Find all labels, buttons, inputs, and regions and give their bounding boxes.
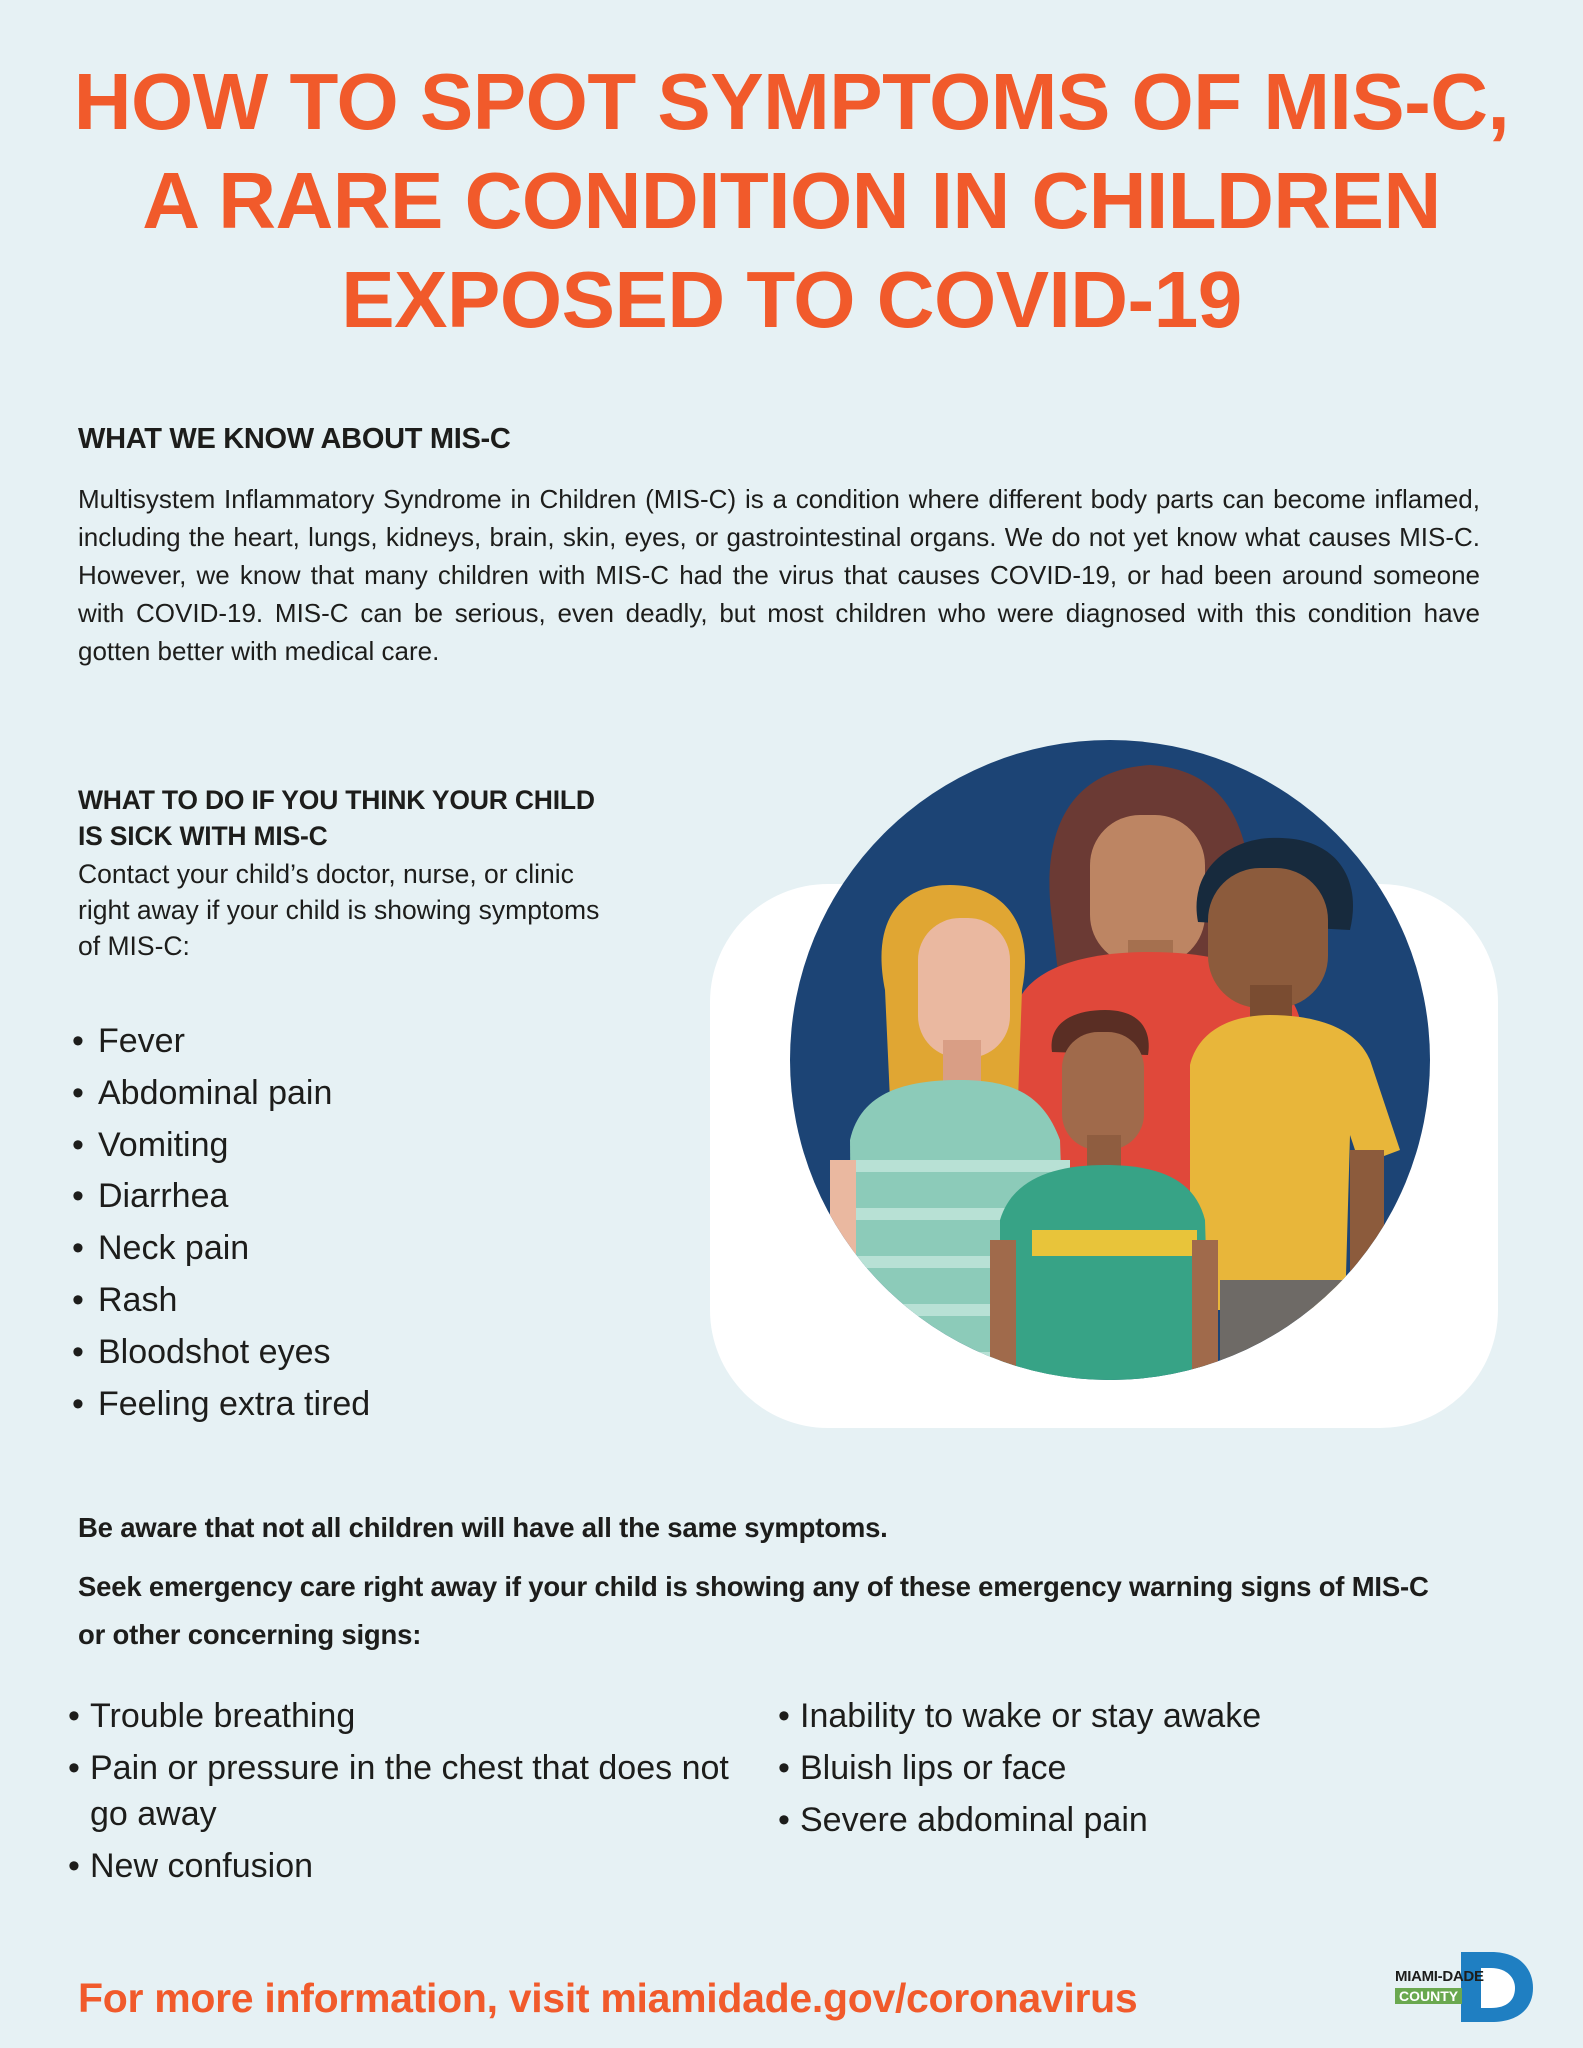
family-illustration <box>790 740 1430 1380</box>
list-item <box>68 1843 748 1889</box>
logo-text-line-1: MIAMI-DADE <box>1395 1968 1484 1985</box>
footer-info-link[interactable]: For more information, visit miamidade.gov/coronavirus <box>78 1975 1138 2021</box>
symptom-list <box>72 1015 370 1429</box>
warning-list-left <box>68 1693 748 1895</box>
title-line-1: HOW TO SPOT SYMPTOMS OF MIS-C, <box>73 57 1510 146</box>
section-heading-what-we-know: WHAT WE KNOW ABOUT MIS-C <box>78 423 511 455</box>
symptom-label: Diarrhea <box>98 1177 229 1216</box>
bullet: • <box>72 1022 84 1060</box>
section-heading-what-to-do: WHAT TO DO IF YOU THINK YOUR CHILD IS SICK WITH MIS-C <box>78 785 595 851</box>
list-item <box>72 1274 370 1326</box>
logo-text-line-2: COUNTY <box>1395 1988 1462 2004</box>
symptom-label: Feeling extra tired <box>98 1384 371 1423</box>
miami-dade-logo <box>1395 1948 1535 2024</box>
warning-label: New confusion <box>90 1847 314 1885</box>
bullet: • <box>72 1073 84 1112</box>
bullet: • <box>778 1749 790 1787</box>
section-body-what-to-do: Contact your child’s doctor, nurse, or clinic right away if your child is showing symptoms of MIS-C: <box>78 859 600 961</box>
bullet: • <box>68 1697 80 1735</box>
warning-list-right <box>778 1693 1478 1849</box>
bullet: • <box>72 1229 84 1268</box>
list-item <box>72 1326 370 1378</box>
symptom-label: Fever <box>98 1022 185 1060</box>
bullet: • <box>72 1125 84 1164</box>
page-title <box>0 52 1583 349</box>
bullet: • <box>72 1177 84 1216</box>
symptom-label: Abdominal pain <box>98 1073 333 1112</box>
symptom-label: Vomiting <box>98 1125 229 1164</box>
list-item <box>72 1170 370 1222</box>
bullet: • <box>72 1332 84 1371</box>
logo-d-shape <box>1395 1948 1535 2024</box>
list-item <box>72 1015 370 1067</box>
bullet: • <box>778 1697 790 1735</box>
list-item <box>778 1797 1478 1843</box>
seek-emergency-note: Seek emergency care right away if your child is showing any of these emergency warning signs of MIS-C or other concerning signs: <box>78 1571 1429 1650</box>
symptom-label: Neck pain <box>98 1229 250 1268</box>
bullet: • <box>72 1384 84 1423</box>
bullet: • <box>778 1801 790 1839</box>
section-body-what-we-know: Multisystem Inflammatory Syndrome in Children (MIS-C) is a condition where different body parts can become inflamed, including the heart, lungs, kidneys, brain, skin, eyes, or gastrointestinal organs. We do not yet know what causes MIS-C. However, we know that many children with MIS-C had the virus that causes COVID-19, or had been around someone with COVID-19. MIS-C can be serious, even deadly, but most children who were diagnosed with this condition have gotten better with medical care. <box>78 484 1480 666</box>
aware-note: Be aware that not all children will have all the same symptoms. <box>78 1512 888 1543</box>
warning-label: Pain or pressure in the chest that does not go away <box>90 1749 729 1833</box>
title-line-2: A RARE CONDITION IN CHILDREN <box>142 156 1441 245</box>
bullet: • <box>68 1749 80 1787</box>
list-item <box>778 1745 1478 1791</box>
title-line-3: EXPOSED TO COVID-19 <box>341 255 1242 344</box>
list-item <box>72 1119 370 1171</box>
bullet: • <box>72 1280 84 1319</box>
warning-label: Bluish lips or face <box>800 1749 1067 1787</box>
list-item <box>68 1745 748 1837</box>
symptom-label: Bloodshot eyes <box>98 1332 331 1371</box>
list-item <box>68 1693 748 1739</box>
bullet: • <box>68 1847 80 1885</box>
list-item <box>72 1222 370 1274</box>
list-item <box>72 1067 370 1119</box>
symptom-label: Rash <box>98 1280 178 1319</box>
list-item <box>778 1693 1478 1739</box>
list-item <box>72 1378 370 1430</box>
warning-label: Trouble breathing <box>90 1697 356 1735</box>
warning-label: Inability to wake or stay awake <box>800 1697 1262 1735</box>
warning-label: Severe abdominal pain <box>800 1801 1148 1839</box>
